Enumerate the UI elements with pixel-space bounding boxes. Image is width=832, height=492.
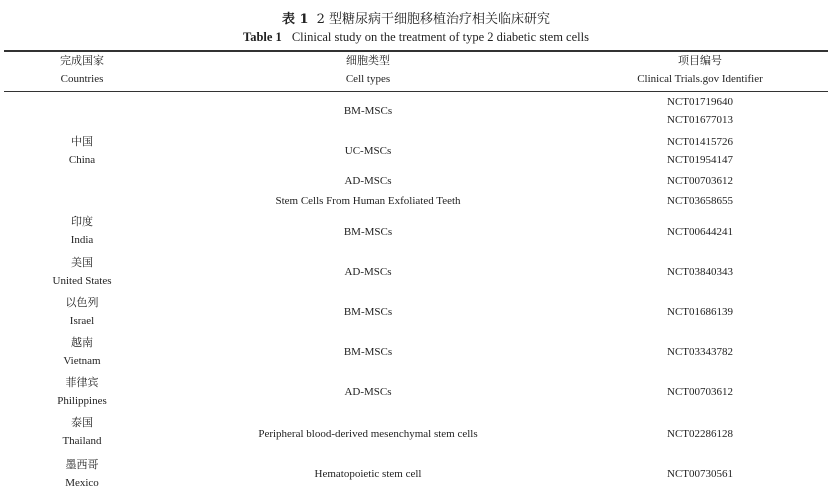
cell-type: AD-MSCs — [344, 386, 392, 398]
header-countries-en: Countries — [60, 73, 104, 85]
trial-id: NCT01686139 — [667, 306, 733, 318]
header-cell-types — [190, 52, 546, 88]
country-en: India — [70, 234, 94, 246]
caption-cn-label: 表 1 — [282, 12, 309, 27]
cell-type: AD-MSCs — [344, 266, 392, 278]
header-countries — [12, 52, 152, 88]
country-en: Mexico — [65, 477, 99, 489]
cell-type: BM-MSCs — [343, 226, 393, 238]
trial-id: NCT01719640 — [667, 96, 733, 108]
trial-id: NCT01415726 — [667, 136, 733, 148]
country-vietnam — [12, 334, 152, 370]
country-cn: 泰国 — [71, 416, 93, 429]
cell-type: BM-MSCs — [343, 105, 393, 117]
trial-id: NCT03343782 — [667, 346, 733, 358]
trial-id: NCT03658655 — [667, 195, 733, 207]
header-identifier-cn: 项目编号 — [678, 54, 722, 67]
cell-type: Stem Cells From Human Exfoliated Teeth — [275, 195, 461, 207]
country-en: United States — [52, 275, 112, 287]
caption-cn-text: 2 型糖尿病干细胞移植治疗相关临床研究 — [316, 12, 550, 27]
cell-type: AD-MSCs — [344, 175, 392, 187]
country-cn: 以色列 — [65, 296, 99, 309]
header-cell-types-en: Cell types — [345, 73, 391, 85]
cell-type: Hematopoietic stem cell — [314, 468, 422, 480]
caption-en-label: Table 1 — [243, 30, 282, 44]
trial-id: NCT02286128 — [667, 428, 733, 440]
header-cell-types-cn: 细胞类型 — [346, 54, 390, 67]
country-cn: 中国 — [71, 135, 93, 148]
cell-type: UC-MSCs — [344, 145, 392, 157]
cell-type: BM-MSCs — [343, 306, 393, 318]
country-cn: 美国 — [71, 256, 93, 269]
caption-en-text: Clinical study on the treatment of type 2 diabetic stem cells — [291, 30, 589, 44]
country-israel — [12, 294, 152, 330]
country-en: Philippines — [57, 395, 107, 407]
country-en: Israel — [69, 315, 95, 327]
trial-id: NCT00703612 — [667, 175, 733, 187]
country-china — [12, 133, 152, 169]
cell-type: Peripheral blood-derived mesenchymal stem cells — [258, 428, 478, 440]
header-identifier — [600, 52, 800, 88]
country-en: China — [68, 154, 96, 166]
trial-id: NCT00730561 — [667, 468, 733, 480]
country-mexico — [12, 456, 152, 492]
trial-id: NCT00703612 — [667, 386, 733, 398]
country-cn: 墨西哥 — [65, 458, 99, 471]
country-cn: 印度 — [71, 215, 93, 228]
trial-id: NCT01954147 — [667, 154, 733, 166]
header-countries-cn: 完成国家 — [60, 54, 104, 67]
country-united-states — [12, 254, 152, 290]
country-india — [12, 213, 152, 249]
cell-type: BM-MSCs — [343, 346, 393, 358]
header-identifier-en: Clinical Trials.gov Identifier — [637, 73, 763, 85]
trial-id: NCT01677013 — [667, 114, 733, 126]
trial-id: NCT00644241 — [667, 226, 733, 238]
table-caption-cn — [0, 8, 832, 27]
country-en: Vietnam — [63, 355, 101, 367]
header-rule — [4, 91, 828, 92]
country-thailand — [12, 414, 152, 450]
country-cn: 菲律宾 — [65, 376, 99, 389]
trial-id: NCT03840343 — [667, 266, 733, 278]
table-caption-en — [0, 30, 832, 45]
country-philippines — [12, 374, 152, 410]
country-en: Thailand — [62, 435, 102, 447]
country-cn: 越南 — [71, 336, 93, 349]
